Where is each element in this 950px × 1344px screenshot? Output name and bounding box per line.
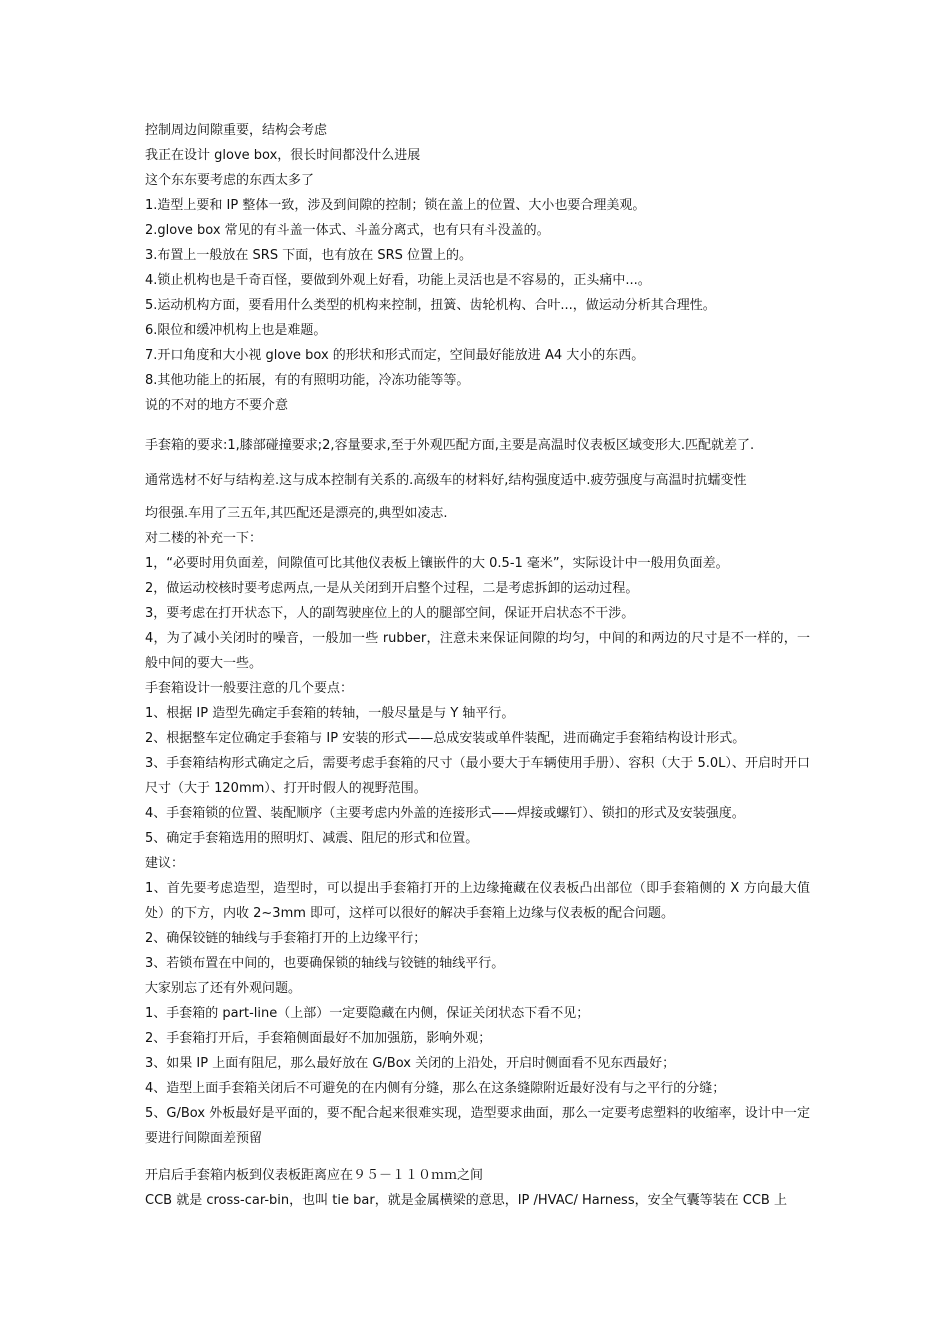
list-item: 4、手套箱锁的位置、装配顺序（主要考虑内外盖的连接形式——焊接或螺钉）、锁扣的形式及安装强度。 <box>145 806 745 821</box>
list-item: 4.锁止机构也是千奇百怪，要做到外观上好看，功能上灵活也是不容易的，正头痛中...。 <box>145 273 651 288</box>
list-item: 1.造型上要和 IP 整体一致，涉及到间隙的控制；锁在盖上的位置、大小也要合理美观。 <box>145 198 646 213</box>
supplement-section <box>145 526 810 676</box>
list-item: 2、确保铰链的轴线与手套箱打开的上边缘平行； <box>145 931 427 946</box>
section-heading: 手套箱设计一般要注意的几个要点： <box>145 681 354 696</box>
list-item: 3、如果 IP 上面有阻尼，那么最好放在 G/Box 关闭的上沿处，开启时侧面看不见东西最好； <box>145 1056 676 1071</box>
list-item: 2、根据整车定位确定手套箱与 IP 安装的形式——总成安装或单件装配，进而确定手套箱结构设计形式。 <box>145 731 746 746</box>
list-item: 1、首先要考虑造型，造型时，可以提出手套箱打开的上边缘掩藏在仪表板凸出部位（即手套箱侧的 X 方向最大值处）的下方，内收 2~3mm 即可，这样可以很好的解决手套箱上边缘与仪表板的配合问题。 <box>145 881 810 921</box>
spacer <box>145 418 810 428</box>
section-heading: 对二楼的补充一下： <box>145 531 263 546</box>
list-item: 5.运动机构方面，要看用什么类型的机构来控制，扭簧、齿轮机构、合叶...，做运动分析其合理性。 <box>145 298 716 313</box>
list-item: 2、手套箱打开后，手套箱侧面最好不加加强筋，影响外观； <box>145 1031 492 1046</box>
list-item: 3、若锁布置在中间的，也要确保锁的轴线与铰链的轴线平行。 <box>145 956 505 971</box>
appearance-section <box>145 976 810 1151</box>
list-item: 5、G/Box 外板最好是平面的，要不配合起来很难实现，造型要求曲面，那么一定要考虑塑料的收缩率，设计中一定要进行间隙面差预留 <box>145 1106 810 1146</box>
list-item: 7.开口角度和大小视 glove box 的形状和形式而定，空间最好能放进 A4 大小的东西。 <box>145 348 645 363</box>
list-item: 1、根据 IP 造型先确定手套箱的转轴，一般尽量是与 Y 轴平行。 <box>145 706 515 721</box>
text-line: 手套箱的要求:1,膝部碰撞要求;2,容量要求,至于外观匹配方面,主要是高温时仪表板区域变形大.匹配就差了. <box>145 438 755 453</box>
list-item: 3.布置上一般放在 SRS 下面，也有放在 SRS 位置上的。 <box>145 248 473 263</box>
text-line: 控制周边间隙重要，结构会考虑 <box>145 123 328 138</box>
list-item: 4、造型上面手套箱关闭后不可避免的在内侧有分缝，那么在这条缝隙附近最好没有与之平行的分缝； <box>145 1081 726 1096</box>
list-item: 6.限位和缓冲机构上也是难题。 <box>145 323 327 338</box>
list-item: 1、手套箱的 part-line（上部）一定要隐藏在内侧，保证关闭状态下看不见； <box>145 1006 590 1021</box>
key-points-section <box>145 676 810 851</box>
list-item: 5、确定手套箱选用的照明灯、减震、阻尼的形式和位置。 <box>145 831 479 846</box>
list-item: 2，做运动校核时要考虑两点,一是从关闭到开启整个过程，二是考虑拆卸的运动过程。 <box>145 581 639 596</box>
text-line: CCB 就是 cross-car-bin，也叫 tie bar，就是金属横梁的意思，IP /HVAC/ Harness，安全气囊等装在 CCB 上 <box>145 1193 787 1208</box>
list-item: 2.glove box 常见的有斗盖一体式、斗盖分离式，也有只有斗没盖的。 <box>145 223 550 238</box>
spacer <box>145 1151 810 1163</box>
text-line: 通常选材不好与结构差.这与成本控制有关系的.高级车的材料好,结构强度适中.疲劳强度与高温时抗蠕变性 <box>145 473 747 488</box>
section-heading: 大家别忘了还有外观问题。 <box>145 981 302 996</box>
list-item: 3、手套箱结构形式确定之后，需要考虑手套箱的尺寸（最小要大于车辆使用手册）、容积（大于 5.0L）、开启时开口尺寸（大于 120mm）、打开时假人的视野范围。 <box>145 756 810 796</box>
document-body <box>145 118 810 1213</box>
text-line: 这个东东要考虑的东西太多了 <box>145 173 315 188</box>
suggestions-section <box>145 851 810 976</box>
intro-section <box>145 118 810 418</box>
text-line: 我正在设计 glove box，很长时间都没什么进展 <box>145 148 421 163</box>
list-item: 4，为了减小关闭时的噪音，一般加一些 rubber，注意未来保证间隙的均匀，中间的和两边的尺寸是不一样的，一般中间的要大一些。 <box>145 631 810 671</box>
text-line: 均很强.车用了三五年,其匹配还是漂亮的,典型如凌志. <box>145 506 448 521</box>
text-line: 说的不对的地方不要介意 <box>145 398 289 413</box>
text-line: 开启后手套箱内板到仪表板距离应在９５－１１０ｍｍ之间 <box>145 1168 484 1183</box>
section-heading: 建议： <box>145 856 185 871</box>
requirements-section <box>145 428 810 526</box>
list-item: 1，“必要时用负面差，间隙值可比其他仪表板上镶嵌件的大 0.5-1 毫米”，实际设计中一般用负面差。 <box>145 556 729 571</box>
closing-section <box>145 1163 810 1213</box>
list-item: 3，要考虑在打开状态下，人的副驾驶座位上的人的腿部空间，保证开启状态不干涉。 <box>145 606 635 621</box>
list-item: 8.其他功能上的拓展，有的有照明功能，冷冻功能等等。 <box>145 373 470 388</box>
